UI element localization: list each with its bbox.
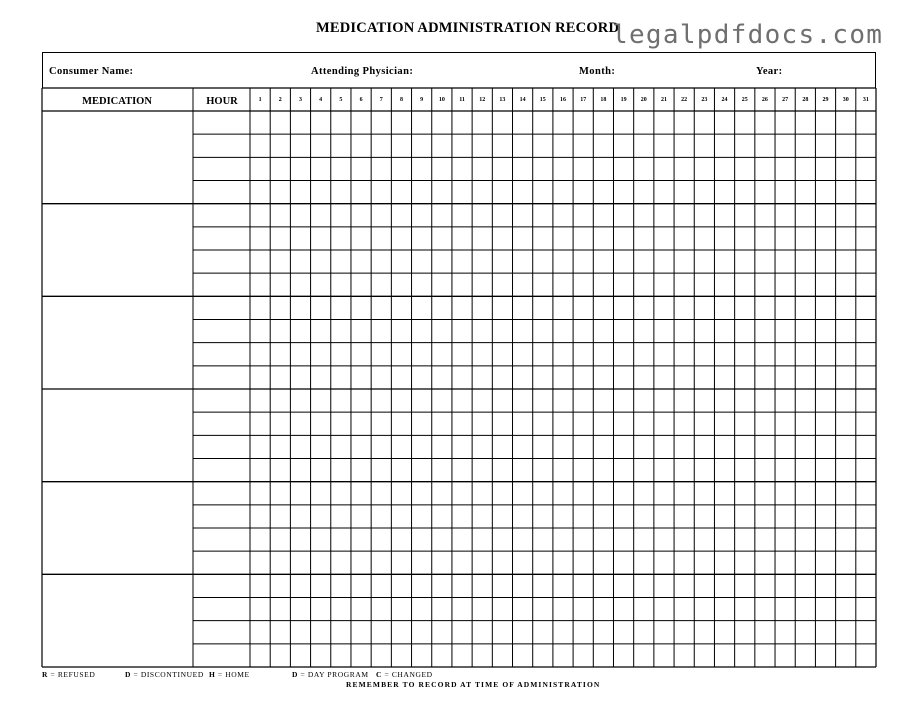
day-column-header: 23 [701,97,708,103]
day-column-header: 15 [539,97,546,103]
day-column-header: 27 [782,97,789,103]
day-column-header: 19 [620,97,627,103]
legend-changed: C = CHANGED [376,670,433,679]
document-title: MEDICATION ADMINISTRATION RECORD [316,20,620,36]
legend-refused: R = REFUSED [42,670,96,679]
year-label: Year: [756,66,783,77]
day-column-header: 31 [862,97,869,103]
day-column-header: 18 [600,97,607,103]
day-column-header: 6 [359,97,363,103]
consumer-name-label: Consumer Name: [49,66,134,77]
legend-home: H = HOME [209,670,250,679]
legend-day-program: D = DAY PROGRAM [292,670,369,679]
day-column-header: 3 [298,97,302,103]
day-column-header: 26 [761,97,768,103]
day-column-header: 16 [560,97,566,103]
hour-column-header: HOUR [206,96,238,107]
day-column-header: 22 [681,97,688,103]
legend-discontinued: D = DISCONTINUED [125,670,204,679]
reminder-note: REMEMBER TO RECORD AT TIME OF ADMINISTRATION [346,680,601,689]
day-column-header: 4 [319,97,323,103]
day-column-header: 5 [339,97,343,103]
watermark: legalpdfdocs.com [612,20,884,50]
day-column-header: 11 [459,97,465,103]
day-column-header: 21 [660,97,667,103]
day-column-header: 20 [640,97,647,103]
month-label: Month: [579,66,616,77]
day-column-header: 28 [802,97,809,103]
day-column-header: 29 [822,97,829,103]
day-column-header: 17 [580,97,587,103]
day-column-header: 1 [258,97,262,103]
day-column-header: 14 [519,97,526,103]
day-column-header: 7 [379,97,383,103]
day-column-header: 24 [721,97,728,103]
day-column-header: 30 [842,97,849,103]
medication-column-header: MEDICATION [82,96,152,107]
day-column-header: 2 [278,97,282,103]
day-column-header: 10 [438,97,445,103]
day-column-header: 13 [499,97,506,103]
day-column-header: 8 [399,97,403,103]
day-column-header: 12 [479,97,486,103]
day-column-header: 25 [741,97,748,103]
day-column-header: 9 [420,97,424,103]
attending-physician-label: Attending Physician: [311,66,414,77]
